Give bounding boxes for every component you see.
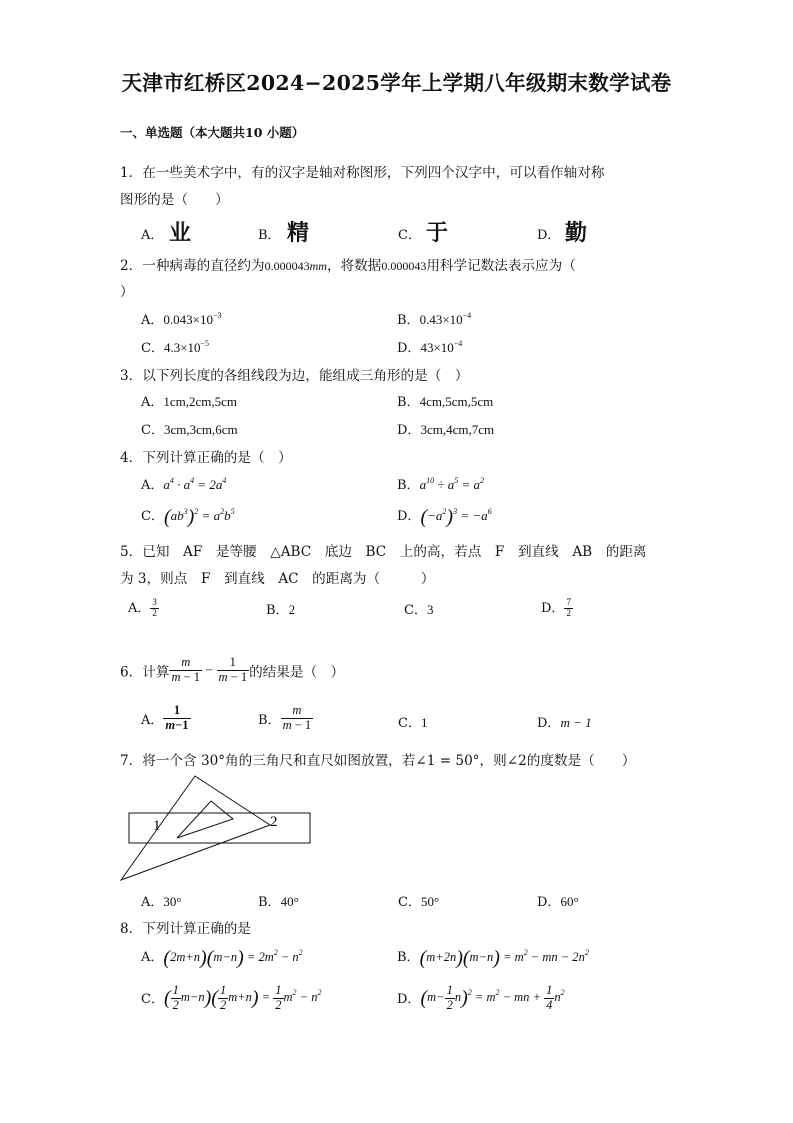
- q6-option-d-label: D．: [537, 716, 561, 731]
- q4-option-d-expr: $(-a^2)^3 = -a^6$: [420, 506, 492, 528]
- q4-option-c-expr: $(ab^3)^2 = a^2b^5$: [163, 506, 235, 528]
- q4-option-b-label: B．: [397, 478, 420, 493]
- q6-stem-part2: 的结果是（ ）: [249, 664, 345, 681]
- q2-number-2: 0.000043: [381, 259, 427, 273]
- q1-option-a-label: A．: [141, 228, 164, 243]
- q1-option-a-char: 业: [169, 221, 192, 246]
- q6-option-c: [398, 712, 427, 731]
- q7-option-c-value: 50°: [420, 894, 440, 909]
- q3-option-a-label: A．: [141, 395, 164, 410]
- q6-option-a-fraction: $\frac{1}{m-1}$: [165, 703, 189, 732]
- angle-1-label: 1: [153, 818, 161, 834]
- q6-option-d: [537, 712, 592, 731]
- q5-option-a-numerator: 3: [152, 597, 157, 608]
- q5-option-c-value: 3: [426, 602, 434, 617]
- q4-option-b: [397, 474, 484, 493]
- q4-option-c-label: C．: [141, 509, 164, 524]
- q7-ruler-triangle-figure: [115, 770, 315, 885]
- q7-option-c-label: C．: [398, 895, 421, 910]
- q2-option-c-label: C．: [141, 341, 164, 356]
- q6-option-b: [258, 704, 313, 733]
- q2-option-a-exp: −3: [212, 311, 222, 320]
- q6-stem: 6．计算 $\frac{m}{m - 1}$ − $\frac{1}{m - 1}$ 的结果是（ ）: [120, 655, 345, 684]
- q4-stem: 4．下列计算正确的是（ ）: [120, 450, 292, 466]
- q8-stem: 8．下列计算正确的是: [120, 921, 251, 937]
- q8-option-a-label: A．: [141, 950, 164, 965]
- q3-option-b: [397, 391, 493, 410]
- q5-stem-line1: 5．已知 AF 是等腰 △ABC 底边 BC 上的高，若点 F 到直线 AB 的距离: [120, 544, 647, 560]
- q2-stem-line1: [120, 254, 576, 274]
- q5-option-b-value: 2: [288, 602, 296, 617]
- q5-option-d: [541, 597, 573, 619]
- q2-option-c-exp: −5: [200, 339, 210, 348]
- q4-option-c: [141, 505, 235, 529]
- q2-stem-part2: ，将数据: [326, 258, 382, 274]
- q2-option-d: [397, 337, 462, 356]
- q6-option-c-label: C．: [398, 716, 421, 731]
- q2-stem-part1: 2．一种病毒的直径约为: [120, 258, 265, 274]
- q3-option-d: [397, 419, 494, 438]
- q6-option-b-fraction: $\frac{m}{m - 1}$: [282, 703, 312, 732]
- q2-option-a-base: 0.043×10: [163, 312, 213, 327]
- q8-option-d-label: D．: [397, 992, 421, 1008]
- q4-option-a-label: A．: [141, 478, 164, 493]
- q8-option-d-expr: (m− $\frac{1}{2}$ $n)^2 = m^2$ − mn + $\frac{1}{4}$ $n^2$: [420, 983, 565, 1012]
- q8-option-b-label: B．: [397, 950, 420, 965]
- q3-option-b-label: B．: [397, 395, 420, 410]
- q5-option-b-label: B．: [266, 603, 289, 618]
- q7-option-d: [537, 891, 579, 910]
- q5-option-b: [266, 599, 295, 618]
- q5-option-a-fraction: [150, 598, 159, 619]
- q6-option-a: [141, 704, 191, 733]
- q2-option-c: [141, 337, 209, 356]
- q3-option-a: [141, 391, 237, 410]
- q3-option-a-value: 1cm,2cm,5cm: [163, 394, 238, 409]
- q3-option-d-value: 3cm,4cm,7cm: [420, 422, 495, 437]
- angle-2-label: 2: [270, 814, 278, 830]
- q7-option-b-value: 40°: [280, 894, 299, 909]
- q1-option-d-label: D．: [537, 228, 561, 243]
- q5-option-c: [404, 599, 433, 618]
- q7-option-a-label: A．: [141, 895, 164, 910]
- q7-option-c: [398, 891, 439, 910]
- q8-option-b: [397, 946, 589, 970]
- q8-option-b-expr: $(m+2n)(m-n) = m^2$ − mn − $2n^2$: [419, 947, 589, 969]
- q3-option-b-value: 4cm,5cm,5cm: [419, 394, 494, 409]
- q8-option-a: [141, 946, 303, 970]
- q1-option-b-label: B．: [258, 228, 281, 243]
- q6-option-d-expr: m − 1: [560, 715, 592, 730]
- q1-option-c-char: 于: [426, 221, 449, 246]
- q8-option-c-expr: ( $\frac{1}{2}$ m−n)( $\frac{1}{2}$ m+n) = $\frac{1}{2}$ $m^2 - n^2$: [163, 983, 322, 1012]
- q1-option-c-label: C．: [398, 228, 421, 243]
- q5-option-a-label: A．: [128, 601, 151, 616]
- q4-option-d: [397, 505, 492, 529]
- q6-fraction-2: $\frac{1}{m - 1}$: [218, 655, 248, 684]
- q5-option-d-label: D．: [541, 601, 565, 616]
- q2-option-c-base: 4.3×10: [163, 340, 201, 355]
- q5-option-d-fraction: [564, 598, 573, 619]
- q2-option-b: [397, 309, 471, 328]
- q1-stem-line2: 图形的是（ ）: [120, 192, 229, 208]
- q7-option-a-value: 30°: [163, 894, 182, 909]
- q7-option-d-value: 60°: [560, 894, 579, 909]
- q3-option-c-label: C．: [141, 423, 164, 438]
- q4-option-a-expr: $a^4 \cdot a^4 = 2a^4$: [163, 476, 227, 492]
- q2-option-d-label: D．: [397, 341, 421, 356]
- q3-option-c-value: 3cm,3cm,6cm: [163, 422, 238, 437]
- q8-option-c-label: C．: [141, 992, 164, 1008]
- q1-stem-line1: 1．在一些美术字中，有的汉字是轴对称图形，下列四个汉字中，可以看作轴对称: [120, 165, 605, 181]
- q5-stem-line2: 为 3，则点 F 到直线 AC 的距离为（ ）: [120, 571, 435, 587]
- q2-number-1: 0.000043: [264, 259, 310, 273]
- q2-option-d-exp: −4: [453, 339, 463, 348]
- q2-option-b-label: B．: [397, 313, 420, 328]
- q2-option-b-exp: −4: [462, 311, 472, 320]
- q6-option-a-label: A．: [141, 712, 164, 728]
- q2-stem-part3: 用科学记数法表示应为（: [426, 258, 576, 274]
- q3-stem: 3．以下列长度的各组线段为边，能组成三角形的是（ ）: [120, 368, 469, 384]
- q5-option-c-label: C．: [404, 603, 427, 618]
- q4-option-d-label: D．: [397, 509, 421, 524]
- q3-option-d-label: D．: [397, 423, 421, 438]
- q1-option-d-char: 勤: [565, 221, 588, 246]
- q8-option-c: [141, 984, 321, 1013]
- triangle-inner: [177, 801, 233, 838]
- q7-stem: 7．将一个含 30°角的三角尺和直尺如图放置，若∠1 = 50°，则∠2的度数是（ ）: [120, 753, 636, 769]
- page-title: 天津市红桥区2024−2025学年上学期八年级期末数学试卷: [121, 71, 672, 95]
- q6-fraction-1: $\frac{m}{m - 1}$: [171, 655, 201, 684]
- q7-option-b-label: B．: [258, 895, 281, 910]
- q7-option-a: [141, 891, 182, 910]
- q5-option-d-numerator: 7: [566, 597, 571, 608]
- q4-option-a: [141, 474, 226, 493]
- q7-option-b: [258, 891, 299, 910]
- q7-option-d-label: D．: [537, 895, 561, 910]
- q3-option-c: [141, 419, 238, 438]
- triangle-outer: [121, 776, 270, 880]
- q2-option-d-base: 43×10: [420, 340, 454, 355]
- q8-option-d: [397, 984, 565, 1013]
- q2-option-a-label: A．: [141, 313, 164, 328]
- q4-option-b-expr: $a^{10} \div a^5 = a^2$: [419, 476, 484, 492]
- q2-option-a: [141, 309, 222, 328]
- q1-option-b-char: 精: [287, 221, 310, 246]
- q6-option-c-value: 1: [420, 715, 428, 730]
- q2-stem-line2: ）: [120, 284, 134, 300]
- q5-option-a: [128, 597, 159, 619]
- q8-option-a-expr: $(2m+n)(m-n) = 2m^2 - n^2$: [163, 947, 303, 969]
- q2-unit: mm: [309, 259, 327, 273]
- q5-option-d-denominator: 2: [566, 608, 571, 618]
- q6-option-b-label: B．: [258, 712, 281, 728]
- section-heading: 一、单选题（本大题共10 小题）: [120, 125, 305, 140]
- q6-stem-part1: 6．计算: [120, 664, 170, 681]
- q2-option-b-base: 0.43×10: [419, 312, 463, 327]
- q5-option-a-denominator: 2: [152, 608, 157, 618]
